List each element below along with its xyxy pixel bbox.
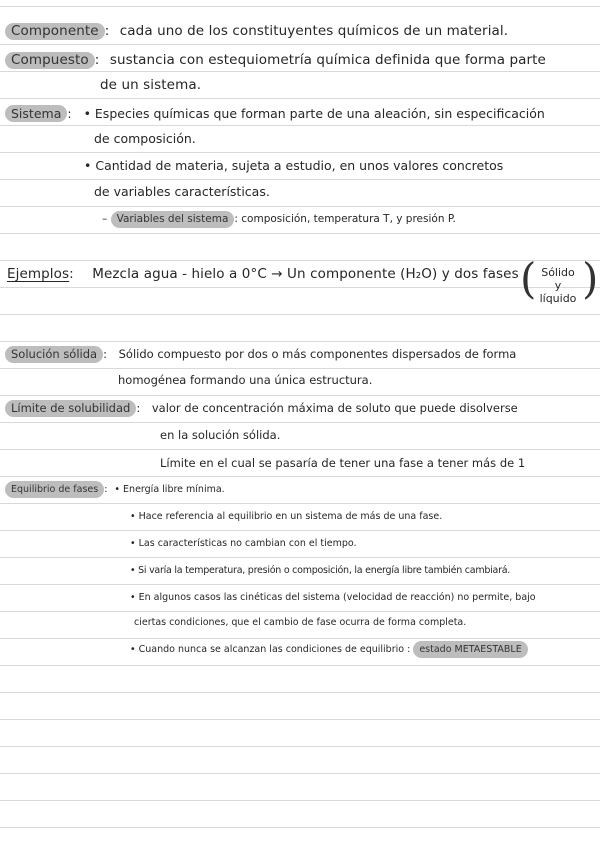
definition-compuesto: sustancia con estequiometría química definida que forma parte — [109, 52, 546, 68]
definition-limite-solubilidad-cont: en la solución sólida. — [160, 428, 281, 442]
separator: : — [104, 484, 108, 495]
definition-componente: cada uno de los constituyentes químicos de un material. — [119, 23, 509, 39]
separator: : — [94, 52, 100, 68]
separator: : — [104, 23, 110, 39]
sistema-bullet-1: • Especies químicas que forman parte de una aleación, sin especificación — [83, 106, 545, 121]
term-tag-componente: Componente — [5, 23, 105, 40]
left-parenthesis: ( — [520, 254, 537, 303]
equilibrio-bullet-3: • Las características no cambian con el tiempo. — [130, 538, 357, 549]
right-parenthesis: ) — [582, 254, 599, 303]
fase-liquido: líquido — [539, 292, 577, 305]
definition-solucion-solida-cont: homogénea formando una única estructura. — [118, 373, 373, 387]
equilibrio-bullet-5: • En algunos casos las cinéticas del sistema (velocidad de reacción) no permite, bajo — [130, 592, 536, 603]
fase-solido: Sólido — [541, 266, 575, 279]
separator: : — [69, 266, 74, 282]
term-tag-solucion-solida: Solución sólida — [5, 346, 103, 363]
equilibrio-bullet-6: • Cuando nunca se alcanzan las condiciones de equilibrio : — [130, 644, 411, 655]
term-tag-equilibrio-fases: Equilibrio de fases — [5, 481, 104, 498]
sistema-bullet-2-cont: de variables características. — [94, 184, 270, 199]
term-tag-variables-sistema: Variables del sistema — [111, 211, 235, 228]
separator: : — [67, 106, 72, 121]
equilibrio-bullet-6-row — [130, 640, 528, 660]
term-tag-compuesto: Compuesto — [5, 52, 95, 69]
fases-list — [528, 266, 588, 305]
limite-solubilidad-note: Límite en el cual se pasaría de tener una fase a tener más de 1 — [160, 456, 526, 470]
term-tag-estado-metaestable: estado METAESTABLE — [413, 641, 527, 658]
limite-solubilidad-row — [5, 398, 518, 418]
separator: : — [103, 347, 107, 361]
equilibrio-bullet-5-cont: ciertas condiciones, que el cambio de fase ocurra de forma completa. — [134, 617, 467, 628]
ejemplos-label: Ejemplos — [7, 266, 70, 282]
sistema-row — [5, 104, 545, 124]
definition-limite-solubilidad: valor de concentración máxima de soluto que puede disolverse — [151, 401, 518, 415]
definition-solucion-solida: Sólido compuesto por dos o más componentes dispersados de forma — [118, 347, 517, 361]
ejemplos-row — [7, 264, 519, 284]
fase-y: y — [554, 279, 562, 292]
compuesto-row — [5, 50, 546, 70]
ejemplos-text: Mezcla agua - hielo a 0°C → Un componente (H₂O) y dos fases — [92, 266, 519, 282]
equilibrio-bullet-1: • Energía libre mínima. — [114, 484, 225, 495]
definition-compuesto-cont: de un sistema. — [100, 77, 202, 93]
equilibrio-bullet-2: • Hace referencia al equilibrio en un sistema de más de una fase. — [130, 511, 443, 522]
equilibrio-bullet-4: • Si varía la temperatura, presión o composición, la energía libre también cambiará. — [130, 565, 511, 576]
dash: – — [102, 213, 108, 225]
componente-row — [5, 21, 508, 41]
separator: : — [136, 401, 141, 415]
sistema-variables-row — [102, 209, 456, 229]
variables-list: : composición, temperatura T, y presión P. — [234, 213, 456, 225]
term-tag-limite-solubilidad: Límite de solubilidad — [5, 400, 136, 417]
sistema-bullet-1-cont: de composición. — [94, 131, 196, 146]
equilibrio-fases-row — [5, 480, 225, 500]
solucion-solida-row — [5, 344, 516, 364]
sistema-bullet-2: • Cantidad de materia, sujeta a estudio, en unos valores concretos — [84, 158, 504, 173]
term-tag-sistema: Sistema — [5, 105, 67, 122]
